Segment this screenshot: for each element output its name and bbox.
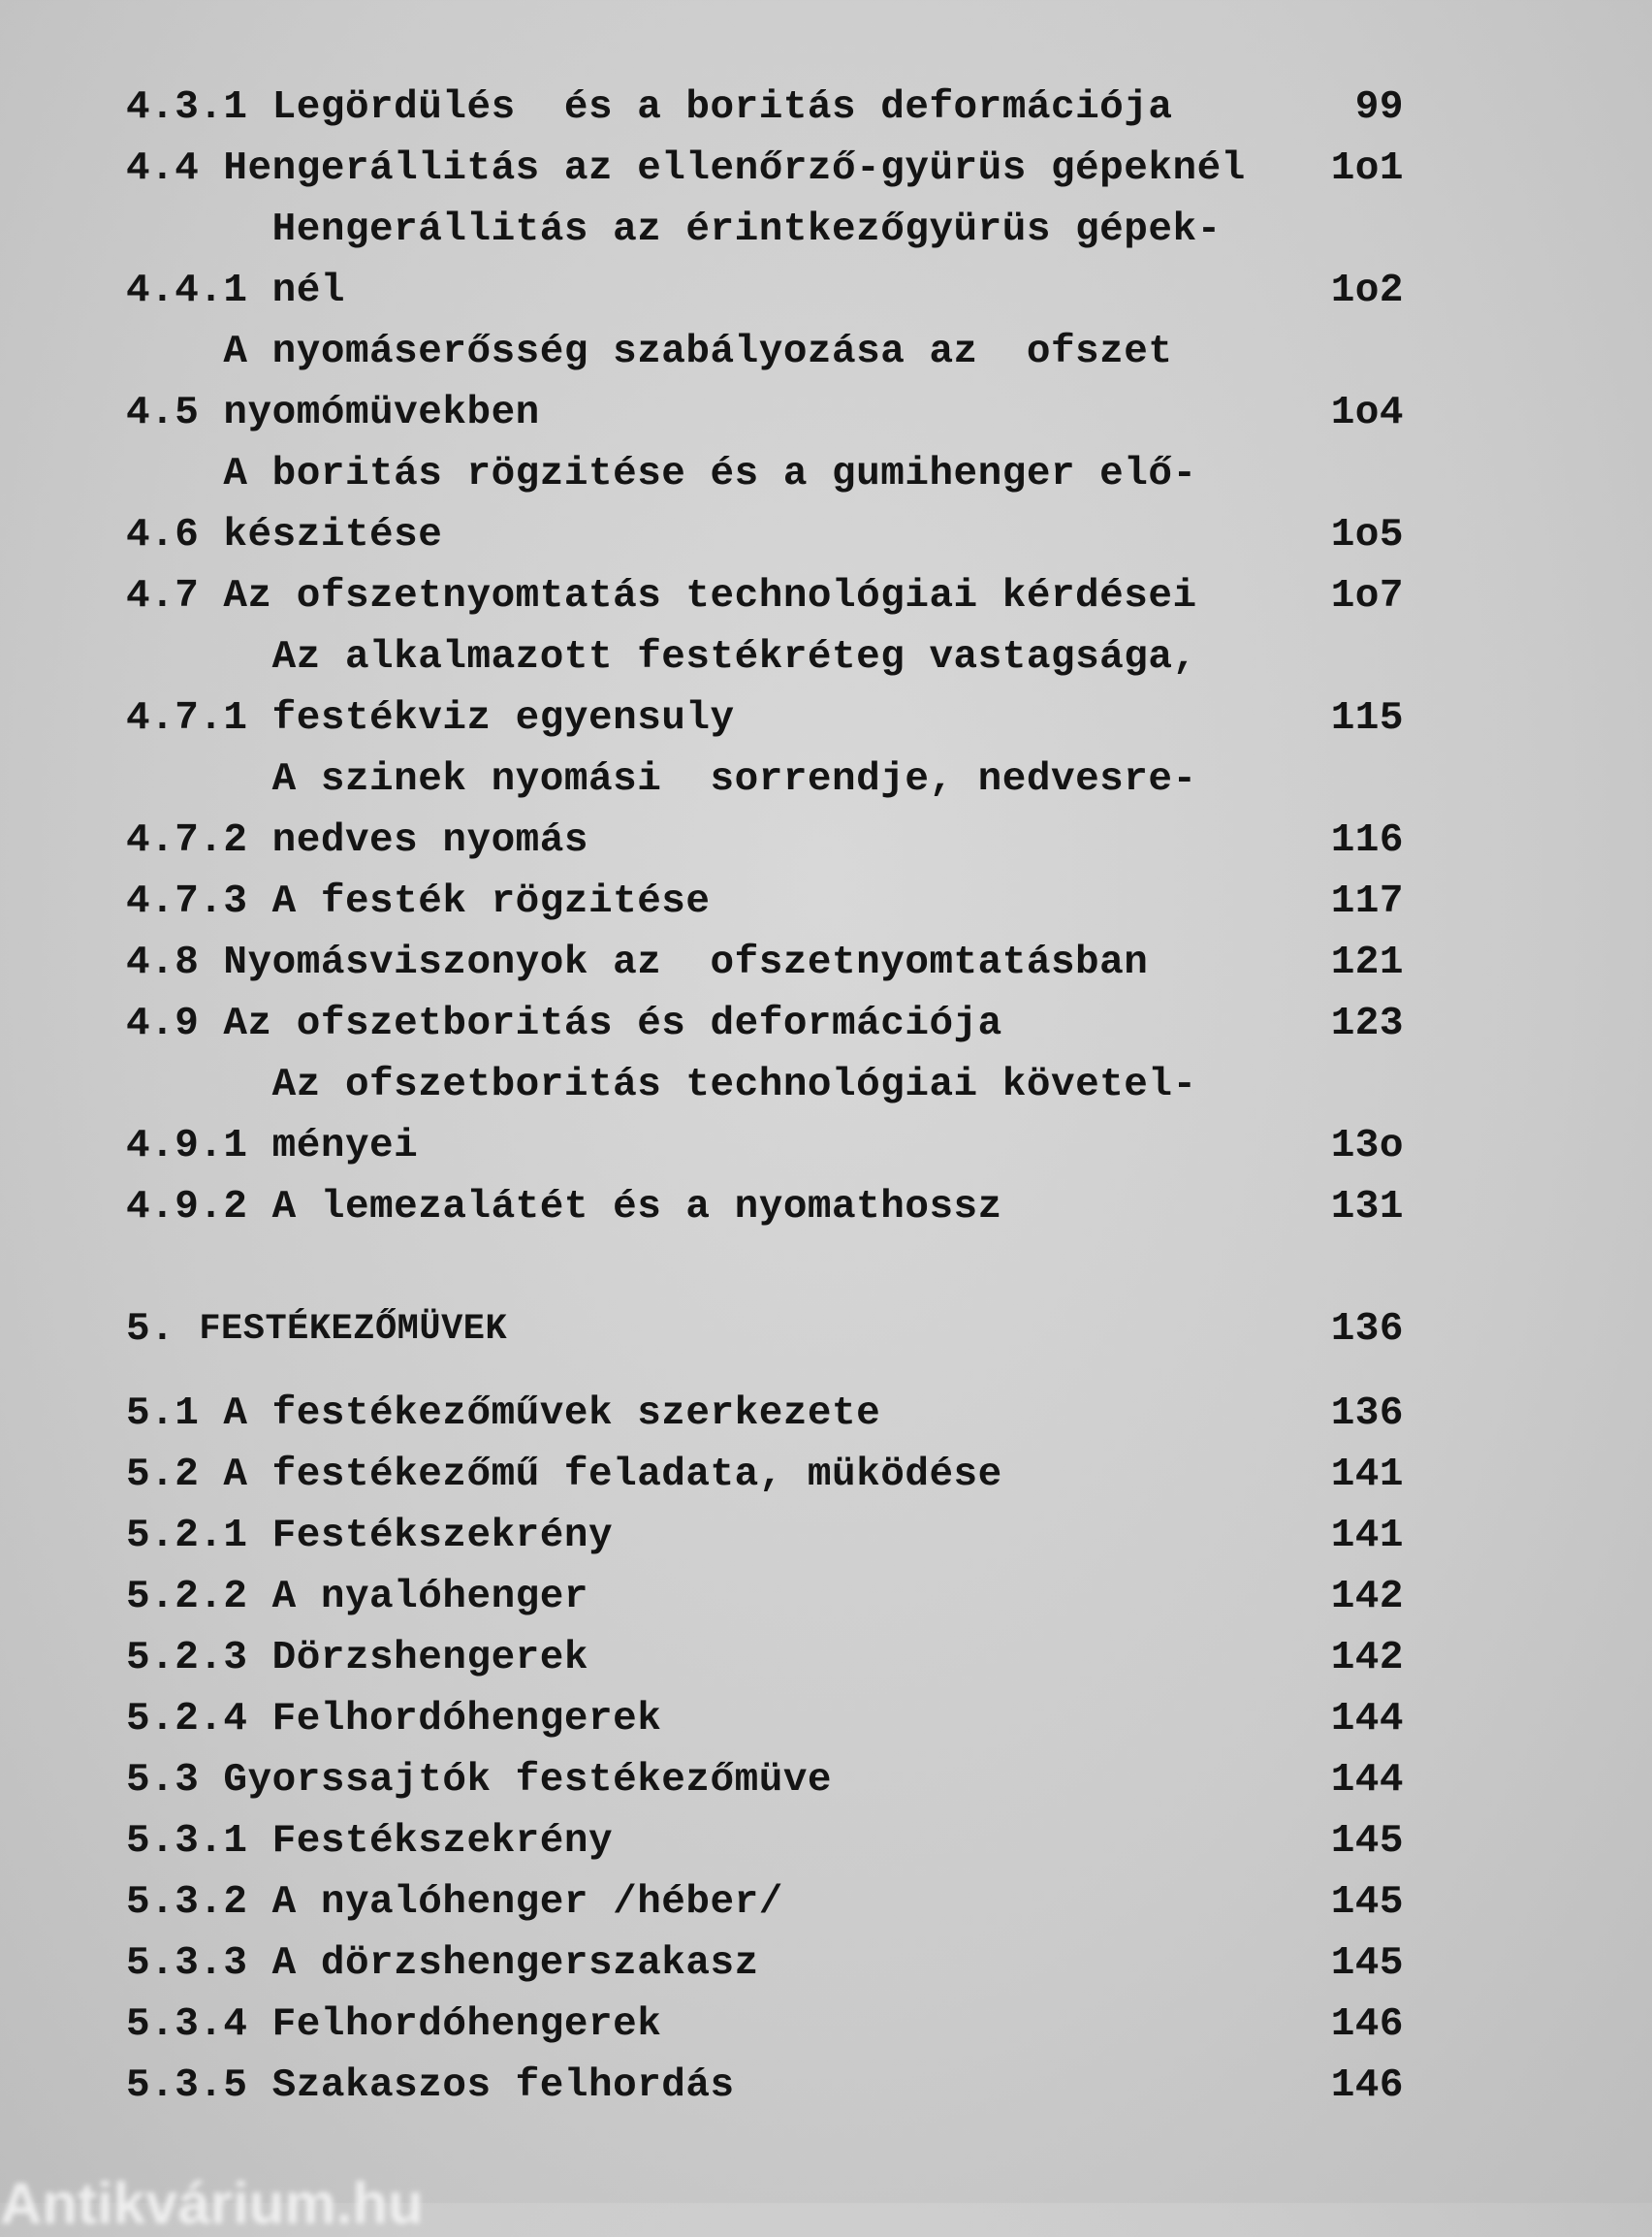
table-of-contents (126, 78, 1404, 2117)
toc-entry (126, 1689, 1404, 1750)
entry-number: 4.5 (126, 391, 200, 435)
entry-title (272, 1872, 1297, 1933)
entry-number: 4.9 (126, 1002, 200, 1046)
entry-title-line: Az alkalmazott festékréteg vastagsága, (271, 635, 1197, 680)
entry-number: 4.7.3 (126, 879, 248, 924)
entry-title (272, 1567, 1297, 1628)
entry-page: 1o4 (1330, 391, 1404, 435)
entry-number: 5.2 (126, 1453, 200, 1497)
entry-title (272, 872, 1297, 933)
entry-title-line: Felhordóhengerek (271, 2002, 662, 2047)
entry-number: 5.3.2 (126, 1880, 248, 1925)
entry-page: 99 (1354, 85, 1404, 130)
entry-title (272, 1933, 1297, 1995)
entry-title (272, 750, 1297, 872)
toc-entry (126, 1750, 1404, 1811)
toc-entry (126, 1995, 1404, 2056)
entry-title (223, 322, 1297, 444)
entry-page: 145 (1330, 1941, 1404, 1986)
entry-page: 123 (1330, 1002, 1404, 1046)
entry-title (272, 1811, 1297, 1872)
entry-title (272, 1628, 1297, 1689)
entry-title-line: A nyalóhenger /héber/ (271, 1880, 783, 1925)
toc-entry (126, 994, 1404, 1055)
entry-title-line: Hengerállitás az érintkezőgyürüs gépek- (271, 208, 1222, 252)
toc-entry (126, 1506, 1404, 1567)
entry-title-line: A festék rögzitése (271, 879, 711, 924)
toc-entry (126, 1055, 1404, 1177)
entry-page: 144 (1330, 1758, 1404, 1803)
entry-title (223, 1384, 1297, 1445)
entry-page: 141 (1330, 1514, 1404, 1558)
entry-number: 4.7 (126, 574, 200, 619)
entry-title-line: nyomómüvekben (223, 391, 540, 435)
entry-number: 5.3.3 (126, 1941, 248, 1986)
entry-title-line: Az ofszetboritás technológiai követel- (271, 1063, 1197, 1107)
toc-entry (126, 566, 1404, 627)
entry-page: 146 (1330, 2063, 1404, 2108)
toc-entry (126, 872, 1404, 933)
entry-page: 142 (1330, 1636, 1404, 1680)
entry-title (223, 566, 1297, 627)
entry-page: 121 (1330, 941, 1404, 985)
entry-title-line: Szakaszos felhordás (271, 2063, 735, 2108)
toc-entry (126, 1811, 1404, 1872)
entry-page: 13o (1330, 1124, 1404, 1168)
entry-title-line: készitése (223, 513, 443, 558)
entry-number: 5.3.4 (126, 2002, 248, 2047)
entry-title-line: Dörzshengerek (271, 1636, 588, 1680)
entry-title-line: A lemezalátét és a nyomathossz (271, 1185, 1002, 1230)
entry-page: 145 (1330, 1880, 1404, 1925)
entry-page: 144 (1330, 1697, 1404, 1742)
entry-number: 4.7.2 (126, 818, 248, 863)
entry-title (272, 200, 1297, 322)
chapter-title: FESTÉKEZŐMÜVEK (199, 1309, 508, 1350)
toc-entry (126, 200, 1404, 322)
chapter-number: 5. (126, 1307, 175, 1352)
entry-title (272, 1689, 1297, 1750)
entry-title-line: nedves nyomás (271, 818, 588, 863)
entry-title-line: A festékezőmű feladata, müködése (223, 1453, 1002, 1497)
entry-number: 4.7.1 (126, 696, 248, 741)
entry-title (223, 139, 1297, 200)
toc-entry (126, 750, 1404, 872)
entry-number: 5.2.4 (126, 1697, 248, 1742)
entry-number: 5.3.1 (126, 1819, 248, 1864)
entry-page: 1o2 (1330, 269, 1404, 313)
entry-title (223, 1750, 1297, 1811)
entry-title (223, 444, 1297, 566)
entry-number: 4.6 (126, 513, 200, 558)
entry-title (272, 2056, 1297, 2117)
entry-page: 116 (1330, 818, 1404, 863)
entry-title-line: A nyalóhenger (271, 1575, 588, 1619)
entry-page: 117 (1330, 879, 1404, 924)
entry-title-line: A boritás rögzitése és a gumihenger elő- (223, 452, 1197, 496)
entry-page: 131 (1330, 1185, 1404, 1230)
toc-entry (126, 1567, 1404, 1628)
chapter-page: 136 (1330, 1307, 1404, 1352)
section-4-entries (126, 78, 1404, 1238)
entry-title (272, 1055, 1297, 1177)
entry-title-line: A nyomáserősség szabályozása az ofszet (223, 330, 1173, 374)
entry-number: 4.4.1 (126, 269, 248, 313)
toc-entry (126, 444, 1404, 566)
entry-title-line: Az ofszetnyomtatás technológiai kérdései (223, 574, 1197, 619)
toc-entry (126, 322, 1404, 444)
entry-number: 5.3 (126, 1758, 200, 1803)
entry-title (272, 1506, 1297, 1567)
entry-title-line: A festékezőművek szerkezete (223, 1391, 881, 1436)
entry-number: 4.4 (126, 146, 200, 191)
entry-number: 5.2.3 (126, 1636, 248, 1680)
entry-title-line: Festékszekrény (271, 1819, 614, 1864)
entry-number: 4.3.1 (126, 85, 248, 130)
entry-page: 146 (1330, 2002, 1404, 2047)
entry-title-line: Gyorssajtók festékezőmüve (223, 1758, 833, 1803)
entry-title-line: ményei (271, 1124, 419, 1168)
entry-title-line: A szinek nyomási sorrendje, nedvesre- (271, 757, 1197, 802)
entry-title-line: Festékszekrény (271, 1514, 614, 1558)
entry-page: 1o7 (1330, 574, 1404, 619)
entry-title-line: A dörzshengerszakasz (271, 1941, 759, 1986)
entry-title-line: nél (271, 269, 345, 313)
entry-page: 142 (1330, 1575, 1404, 1619)
entry-page: 141 (1330, 1453, 1404, 1497)
entry-number: 5.1 (126, 1391, 200, 1436)
entry-title (223, 1445, 1297, 1506)
entry-title-line: festékviz egyensuly (271, 696, 735, 741)
entry-title-line: Hengerállitás az ellenőrző-gyürüs gépeknél (223, 146, 1246, 191)
entry-title (272, 1177, 1297, 1238)
entry-page: 1o5 (1330, 513, 1404, 558)
toc-entry (126, 1872, 1404, 1933)
entry-title-line: Legördülés és a boritás deformációja (271, 85, 1173, 130)
entry-page: 1o1 (1330, 146, 1404, 191)
toc-entry (126, 1445, 1404, 1506)
toc-entry (126, 933, 1404, 994)
toc-entry (126, 627, 1404, 750)
entry-page: 145 (1330, 1819, 1404, 1864)
entry-title (223, 933, 1297, 994)
entry-title (223, 994, 1297, 1055)
toc-entry (126, 139, 1404, 200)
entry-title-line: Felhordóhengerek (271, 1697, 662, 1742)
toc-entry (126, 78, 1404, 139)
entry-number: 4.8 (126, 941, 200, 985)
chapter-heading (126, 1299, 1404, 1360)
section-5-entries (126, 1384, 1404, 2117)
entry-page: 115 (1330, 696, 1404, 741)
entry-title (272, 627, 1297, 750)
toc-entry (126, 1628, 1404, 1689)
entry-number: 5.2.1 (126, 1514, 248, 1558)
toc-entry (126, 1933, 1404, 1995)
entry-number: 4.9.1 (126, 1124, 248, 1168)
entry-title-line: Az ofszetboritás és deformációja (223, 1002, 1002, 1046)
entry-title (272, 78, 1297, 139)
entry-title (272, 1995, 1297, 2056)
entry-number: 5.3.5 (126, 2063, 248, 2108)
entry-title-line: Nyomásviszonyok az ofszetnyomtatásban (223, 941, 1149, 985)
entry-page: 136 (1330, 1391, 1404, 1436)
entry-number: 4.9.2 (126, 1185, 248, 1230)
toc-entry (126, 1177, 1404, 1238)
toc-entry (126, 2056, 1404, 2117)
toc-entry (126, 1384, 1404, 1445)
watermark: Antikvárium.hu (0, 2171, 424, 2236)
entry-number: 5.2.2 (126, 1575, 248, 1619)
